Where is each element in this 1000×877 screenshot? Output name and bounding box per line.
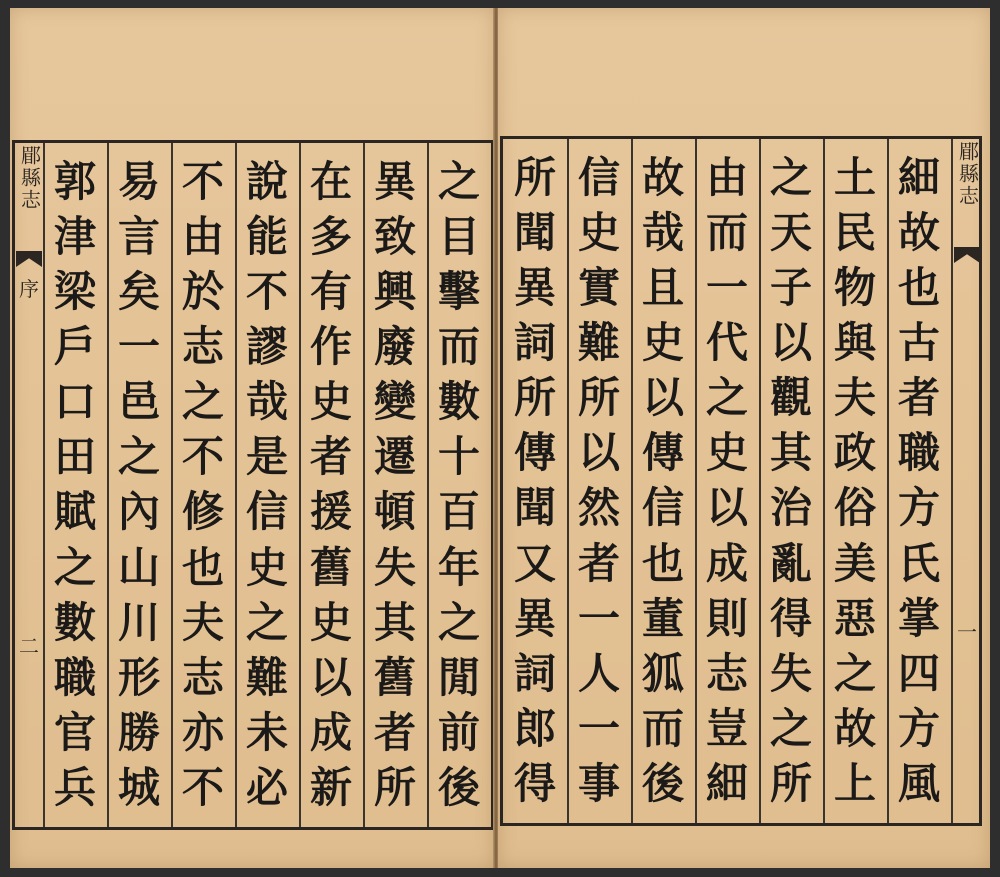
left-margin-section: 序 bbox=[19, 277, 39, 301]
text-column-6: 信 史 實 難 所 以 然 者 一 人 一 事 bbox=[577, 153, 620, 808]
left-margin-column bbox=[15, 143, 43, 827]
text-column-3: 在 多 有 作 史 者 援 舊 史 以 成 新 bbox=[309, 157, 352, 812]
right-margin-column bbox=[953, 139, 981, 823]
text-column-3: 之 天 子 以 觀 其 治 亂 得 失 之 所 bbox=[769, 153, 812, 808]
right-margin-title: 郿縣志 bbox=[955, 141, 980, 207]
fish-tail-mark-right bbox=[954, 247, 980, 263]
left-page-number: 二 bbox=[19, 634, 39, 658]
right-page-frame bbox=[500, 136, 982, 826]
text-column-5: 故 哉 且 史 以 傳 信 也 董 狐 而 後 bbox=[641, 153, 684, 808]
left-page bbox=[10, 8, 494, 868]
text-column-4: 由 而 一 代 之 史 以 成 則 志 豈 細 bbox=[705, 153, 748, 808]
text-column-7: 郭 津 梁 戶 口 田 賦 之 數 職 官 兵 bbox=[53, 157, 96, 812]
text-column-2: 土 民 物 與 夫 政 俗 美 惡 之 故 上 bbox=[833, 153, 876, 808]
text-column-2: 異 致 興 廢 變 遷 頓 失 其 舊 者 所 bbox=[373, 157, 416, 812]
text-column-1: 之 目 擊 而 數 十 百 年 之 閒 前 後 bbox=[437, 157, 480, 812]
fish-tail-mark bbox=[16, 251, 42, 267]
text-column-6: 易 言 矣 一 邑 之 內 山 川 形 勝 城 bbox=[117, 157, 160, 812]
right-page bbox=[498, 8, 990, 868]
text-column-5: 不 由 於 志 之 不 修 也 夫 志 亦 不 bbox=[181, 157, 224, 812]
text-column-1: 細 故 也 古 者 職 方 氏 掌 四 方 風 bbox=[897, 153, 940, 808]
text-column-4: 說 能 不 謬 哉 是 信 史 之 難 未 必 bbox=[245, 157, 288, 812]
text-column-7: 所 聞 異 詞 所 傳 聞 又 異 詞 郎 得 bbox=[513, 153, 556, 808]
right-page-number: 一 bbox=[957, 620, 977, 644]
left-page-frame bbox=[12, 140, 494, 830]
left-margin-title: 郿縣志 bbox=[17, 145, 42, 211]
